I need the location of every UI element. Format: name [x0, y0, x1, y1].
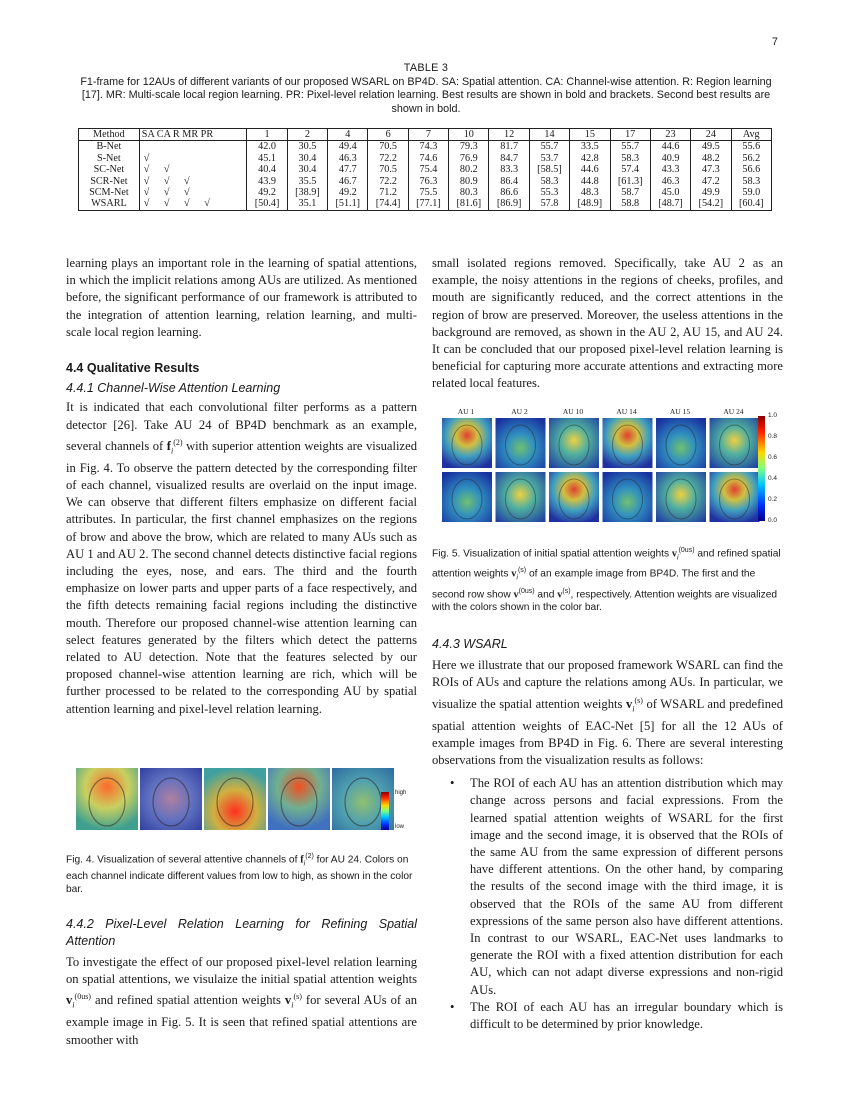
fig5-au-label: AU 2 [511, 407, 528, 416]
value-cell: 80.2 [449, 164, 489, 175]
value-cell: 75.4 [408, 164, 448, 175]
table-header-cell: Avg [731, 129, 771, 141]
fig5-colorbar-tick: 0.6 [768, 454, 778, 461]
value-cell: 35.1 [287, 198, 327, 210]
para3-part-b: and refined spatial attention weights [90, 993, 285, 1008]
fig5-colorbar-tick: 0.4 [768, 475, 778, 482]
right-para-1: small isolated regions removed. Specifically, take AU 2 as an example, the noisy attentions in the regions of cheeks, profiles, and mouth are significantly reduced, and the correct attentions in the region of brow are preserved. Moreover, the useless attentions in the background are removed, as shown in the AU 2, AU 15, and AU 24. It can be concluded that our proposed pixel-level relation learning is beneficial for capturing more accurate attentions and extracting more related local features. [432, 256, 783, 391]
value-cell: 76.3 [408, 176, 448, 187]
fig5-cells [442, 418, 760, 522]
value-cell: [61.3] [610, 176, 650, 187]
table-title: TABLE 3 [403, 62, 449, 74]
fig5-au-label: AU 1 [457, 407, 475, 416]
method-cell: S-Net [79, 153, 140, 164]
v-sym-4: v [557, 589, 563, 601]
table-header-cell: Method [79, 129, 140, 141]
right-para-2: Here we illustrate that our proposed framework WSARL can find the ROIs of AUs and capture the relations among AUs. In particular, we visualize the spatial attention weights $v_i^{(s)}$ of WSARL and predefined spatial attention weights of EAC-Net [5] for all the 12 AUs of example images from BP4D in Fig. 6. There are several interesting observations from the visualization results as follows: [432, 658, 783, 767]
method-cell: B-Net [79, 141, 140, 153]
table-header-cell: 15 [570, 129, 610, 141]
value-cell: 46.7 [328, 176, 368, 187]
value-cell: 80.3 [449, 187, 489, 198]
fig5-au-label: AU 15 [669, 407, 691, 416]
value-cell: 75.5 [408, 187, 448, 198]
value-cell: 49.4 [328, 141, 368, 153]
component-marks-cell [139, 141, 247, 153]
value-cell: [60.4] [731, 198, 771, 210]
value-cell: 57.8 [529, 198, 569, 210]
fig5-au-label: AU 24 [723, 407, 744, 416]
component-marks-cell: √ √ √ [139, 176, 247, 187]
value-cell: 58.3 [610, 153, 650, 164]
value-cell: 49.2 [247, 187, 287, 198]
fig5-colorbar-tick: 0.2 [768, 496, 778, 503]
figure-4 [76, 768, 396, 835]
method-cell: SC-Net [79, 164, 140, 175]
value-cell: 74.3 [408, 141, 448, 153]
fig4-low-label: low [395, 824, 405, 830]
value-cell: 84.7 [489, 153, 529, 164]
table-header-cell: 10 [449, 129, 489, 141]
table-header-cell: 12 [489, 129, 529, 141]
para3-part-c: for several AUs of an example image in Fig. 5. It is seen that refined spatial attentions are smoother with [66, 993, 417, 1047]
value-cell: [86.9] [489, 198, 529, 210]
value-cell: 72.2 [368, 153, 408, 164]
value-cell: 44.6 [570, 164, 610, 175]
value-cell: 47.3 [691, 164, 731, 175]
value-cell: 71.2 [368, 187, 408, 198]
fig4-colorbar [381, 792, 389, 830]
table-row [79, 176, 772, 187]
left-para-3: To investigate the effect of our proposed pixel-level relation learning on spatial attentions, we visulaize the initial spatial attention weights $v_i^{(0us)}$ and refined spatial attention weights $v_i^{(s)}$ for several AUs of an example image in Fig. 5. It is seen that refined spatial attentions are smoother with [66, 955, 417, 1047]
left-para-1: learning plays an important role in the learning of spatial attentions, in which the implicit relations among AUs are utilized. As mentioned before, the significant performance of our framework is attributed to the integration of attention learning, relation learning, and multi-scale local region learning. [66, 256, 417, 339]
method-cell: WSARL [79, 198, 140, 210]
value-cell: [48.7] [650, 198, 690, 210]
table-header-cell: 24 [691, 129, 731, 141]
component-marks-cell: √ [139, 153, 247, 164]
v-sym-2: v [511, 568, 517, 580]
table-header-cell: 1 [247, 129, 287, 141]
value-cell: [38.9] [287, 187, 327, 198]
value-cell: 58.3 [529, 176, 569, 187]
value-cell: 72.2 [368, 176, 408, 187]
observation-list [432, 775, 783, 1033]
table-row [79, 198, 772, 210]
value-cell: [74.4] [368, 198, 408, 210]
table-header-cell: 17 [610, 129, 650, 141]
fig4-caption-a: Fig. 4. Visualization of several attentive channels of [66, 854, 301, 866]
section-4-4-2-heading: 4.4.2 Pixel-Level Relation Learning for Refining Spatial Attention [66, 917, 417, 948]
value-cell: 40.9 [650, 153, 690, 164]
value-cell: 48.3 [570, 187, 610, 198]
value-cell: 30.4 [287, 164, 327, 175]
value-cell: 74.6 [408, 153, 448, 164]
value-cell: 40.4 [247, 164, 287, 175]
fig5-colorbar [758, 416, 765, 521]
para2r-part-a: Here we illustrate that our proposed framework WSARL can find the ROIs of AUs and capture the relations among AUs. In particular, we visualize the spatial attention weights [432, 658, 783, 711]
value-cell: 86.4 [489, 176, 529, 187]
section-4-4-heading: 4.4 Qualitative Results [66, 361, 200, 376]
v-sym-3: v [513, 589, 519, 601]
value-cell: 35.5 [287, 176, 327, 187]
table-caption-text: F1-frame for 12AUs of different variants of our proposed WSARL on BP4D. SA: Spatial attention. CA: Channel-wise attention. R: Region learning [17]. MR: Multi-scale local region learning. PR: Pixel-level relation learning. Best results are shown in bold and brackets. Second best results are shown in bold. [80, 75, 772, 115]
fig5-caption-e: , respectively. Attention weights are visualized with the colors shown in the color bar. [432, 589, 778, 614]
fig5-colorbar-tick: 0.8 [768, 433, 778, 440]
fig5-au-label: AU 10 [562, 407, 584, 416]
value-cell: 48.2 [691, 153, 731, 164]
value-cell: 55.6 [731, 141, 771, 153]
table-body [79, 141, 772, 210]
table-caption [70, 62, 782, 116]
value-cell: 49.2 [328, 187, 368, 198]
method-cell: SCM-Net [79, 187, 140, 198]
fig5-caption-a: Fig. 5. Visualization of initial spatial attention weights [432, 548, 672, 560]
value-cell: 30.5 [287, 141, 327, 153]
fig4-caption: Fig. 4. Visualization of several attentive channels of $f_i^{(2)}$ for AU 24. Colors on each channel indicate different values from low to high, as shown in the color bar. [66, 853, 413, 896]
fig5-caption-b: and refined spatial attention weights [432, 548, 781, 580]
value-cell: 45.0 [650, 187, 690, 198]
value-cell: 44.8 [570, 176, 610, 187]
table-header-cell: 2 [287, 129, 327, 141]
fig4-attention-maps [76, 768, 396, 830]
table-row [79, 164, 772, 175]
fig5-au-label: AU 14 [616, 407, 637, 416]
value-cell: 45.1 [247, 153, 287, 164]
table-header-cell: 14 [529, 129, 569, 141]
value-cell: 49.5 [691, 141, 731, 153]
value-cell: 49.9 [691, 187, 731, 198]
value-cell: 47.7 [328, 164, 368, 175]
right-column [432, 255, 783, 393]
table-header-cell: 23 [650, 129, 690, 141]
para2r-part-b: of WSARL and predefined spatial attention weights of EAC-Net [5] for all the 12 AUs of example images from BP4D in Fig. 6. There are several interesting observations from the visualization results as follows: [432, 696, 783, 767]
fig4-caption-b: for AU 24. Colors on each channel indicate different values from low to high, as shown in the color bar. [66, 854, 413, 896]
table-row [79, 141, 772, 153]
f-vector-symbol: f [166, 439, 171, 454]
component-marks-cell: √ √ √ [139, 187, 247, 198]
table-header-cell: SA CA R MR PR [139, 129, 247, 141]
value-cell: 79.3 [449, 141, 489, 153]
value-cell: 83.3 [489, 164, 529, 175]
value-cell: [81.6] [449, 198, 489, 210]
left-column [66, 255, 417, 718]
table-header-cell: 4 [328, 129, 368, 141]
observation-2: • The ROI of each AU has an irregular boundary which is difficult to be determined by prior knowledge. [432, 999, 783, 1033]
value-cell: 44.6 [650, 141, 690, 153]
fig5-caption-d: and [534, 589, 558, 601]
value-cell: 55.7 [610, 141, 650, 153]
value-cell: 70.5 [368, 164, 408, 175]
v-vector-refined: v [284, 993, 292, 1008]
value-cell: 56.6 [731, 164, 771, 175]
fig5-colorbar-tick: 0.0 [768, 517, 778, 524]
fig5-colorbar-tick: 1.0 [768, 412, 778, 419]
v-vector-wsarl: v [625, 696, 633, 711]
value-cell: 33.5 [570, 141, 610, 153]
value-cell: 76.9 [449, 153, 489, 164]
fig5-caption-c: of an example image from BP4D. The first and the second row show [432, 568, 756, 601]
value-cell: 59.0 [731, 187, 771, 198]
method-cell: SCR-Net [79, 176, 140, 187]
fig5-labels [458, 407, 744, 416]
value-cell: 57.4 [610, 164, 650, 175]
value-cell: 81.7 [489, 141, 529, 153]
value-cell: 42.0 [247, 141, 287, 153]
observation-1: • The ROI of each AU has an attention distribution which may change across persons and facial expressions. From the learned spatial attention weights of WSARL for the first image and the second image, it is observed that the ROIs of the same AU from the same expression of different persons have different attentions. On the other hand, by comparing the results of the second image with the third image, it is observed that the ROIs of the same AU from different expressions of the same person also have different attentions. In contrast to our WSARL, EAC-Net uses landmarks to generate the ROI with a fixed attention distribution for each AU, which can not adapt diverse expressions and non-rigid AUs. [432, 775, 783, 999]
results-table [78, 128, 772, 211]
table-header-cell: 7 [408, 129, 448, 141]
value-cell: 46.3 [328, 153, 368, 164]
value-cell: [50.4] [247, 198, 287, 210]
component-marks-cell: √ √ [139, 164, 247, 175]
right-column-lower [432, 636, 783, 1033]
value-cell: 58.7 [610, 187, 650, 198]
left-column-lower [66, 916, 417, 1049]
value-cell: 58.8 [610, 198, 650, 210]
value-cell: [77.1] [408, 198, 448, 210]
section-4-4-3-heading: 4.4.3 WSARL [432, 637, 508, 651]
value-cell: 70.5 [368, 141, 408, 153]
value-cell: 30.4 [287, 153, 327, 164]
v-sym-1: v [671, 548, 678, 560]
value-cell: 43.3 [650, 164, 690, 175]
para2-part-b: with superior attention weights are visualized in Fig. 4. To observe the pattern detected by the corresponding filter of each channel, visualized results are overlaid on the input image. We can observe that different filters emphasize on different facial attributes. In particular, the first channel emphasizes on the regions of brow and above the brow, which are related to many AUs such as AU 1 and AU 2. The second channel detects distinctive facial regions including the eyes, nose, and ears. The third and the fourth emphasize on lower parts and upper parts of a face respectively, and the fifth detects remaining facial regions including the distinctive mouth. Therefore our proposed channel-wise attention learning can select features generated by the filters which detect the patterns related to AU detection. Note that the features selected by our proposed channel-wise attention learning are rich, which will be further processed to be related to the corresponding AU by spatial attention learning and pixel-level relation learning. [66, 439, 417, 716]
value-cell: 43.9 [247, 176, 287, 187]
figure-5 [440, 404, 785, 534]
para2-part-a: It is indicated that each convolutional filter performs as a pattern detector [26]. Take AU 24 of BP4D benchmark as an example, several channels of [66, 400, 417, 454]
value-cell: 46.3 [650, 176, 690, 187]
v-vector-initial: v [66, 993, 73, 1008]
section-4-4-1-heading: 4.4.1 Channel-Wise Attention Learning [66, 381, 281, 396]
value-cell: [54.2] [691, 198, 731, 210]
value-cell: 53.7 [529, 153, 569, 164]
value-cell: 55.3 [529, 187, 569, 198]
table-header-row [79, 129, 772, 141]
table-header-cell: 6 [368, 129, 408, 141]
value-cell: 86.6 [489, 187, 529, 198]
fig5-caption: Fig. 5. Visualization of initial spatial attention weights $v_i^{(0us)}$ and refined spatial attention weights $v_i^{(s)}$ of an example image from BP4D. The first and the second row show $v^{(0us)}$ and $v^{(s)}$, respectively. Attention weights are visualized with the colors shown in the color bar. [432, 547, 781, 614]
value-cell: 80.9 [449, 176, 489, 187]
f-vector-caption: f [300, 854, 304, 866]
value-cell: [48.9] [570, 198, 610, 210]
left-para-2: It is indicated that each convolutional filter performs as a pattern detector [26]. Take AU 24 of BP4D benchmark as an example, several channels of $f_i^{(2)}$ with superior attention weights are visualized in Fig. 4. To observe the pattern detected by the corresponding filter of each channel, visualized results are overlaid on the input image. We can observe that different filters emphasize on different facial attributes. In particular, the first channel emphasizes on the regions of brow and above the brow, which are related to many AUs such as AU 1 and AU 2. The second channel detects distinctive facial regions including the eyes, nose, and ears. The third and the fourth emphasize on lower parts and upper parts of a face respectively, and the fifth detects remaining facial regions including the distinctive mouth. Therefore our proposed channel-wise attention learning can select features generated by the filters which detect the patterns related to AU detection. Note that the features selected by our proposed channel-wise attention learning are rich, which will be further processed to be related to the corresponding AU by spatial attention learning and pixel-level relation learning. [66, 400, 417, 716]
table-row [79, 187, 772, 198]
value-cell: 56.2 [731, 153, 771, 164]
value-cell: 58.3 [731, 176, 771, 187]
value-cell: [58.5] [529, 164, 569, 175]
component-marks-cell: √ √ √ √ [139, 198, 247, 210]
fig5-attention-grid [440, 404, 785, 529]
table-row [79, 153, 772, 164]
value-cell: 42.8 [570, 153, 610, 164]
value-cell: 55.7 [529, 141, 569, 153]
page-number: 7 [771, 36, 778, 48]
value-cell: [51.1] [328, 198, 368, 210]
para3-part-a: To investigate the effect of our proposed pixel-level relation learning on spatial attentions, we visulaize the initial spatial attention weights [66, 955, 417, 987]
value-cell: 47.2 [691, 176, 731, 187]
fig4-high-label: high [395, 790, 407, 796]
